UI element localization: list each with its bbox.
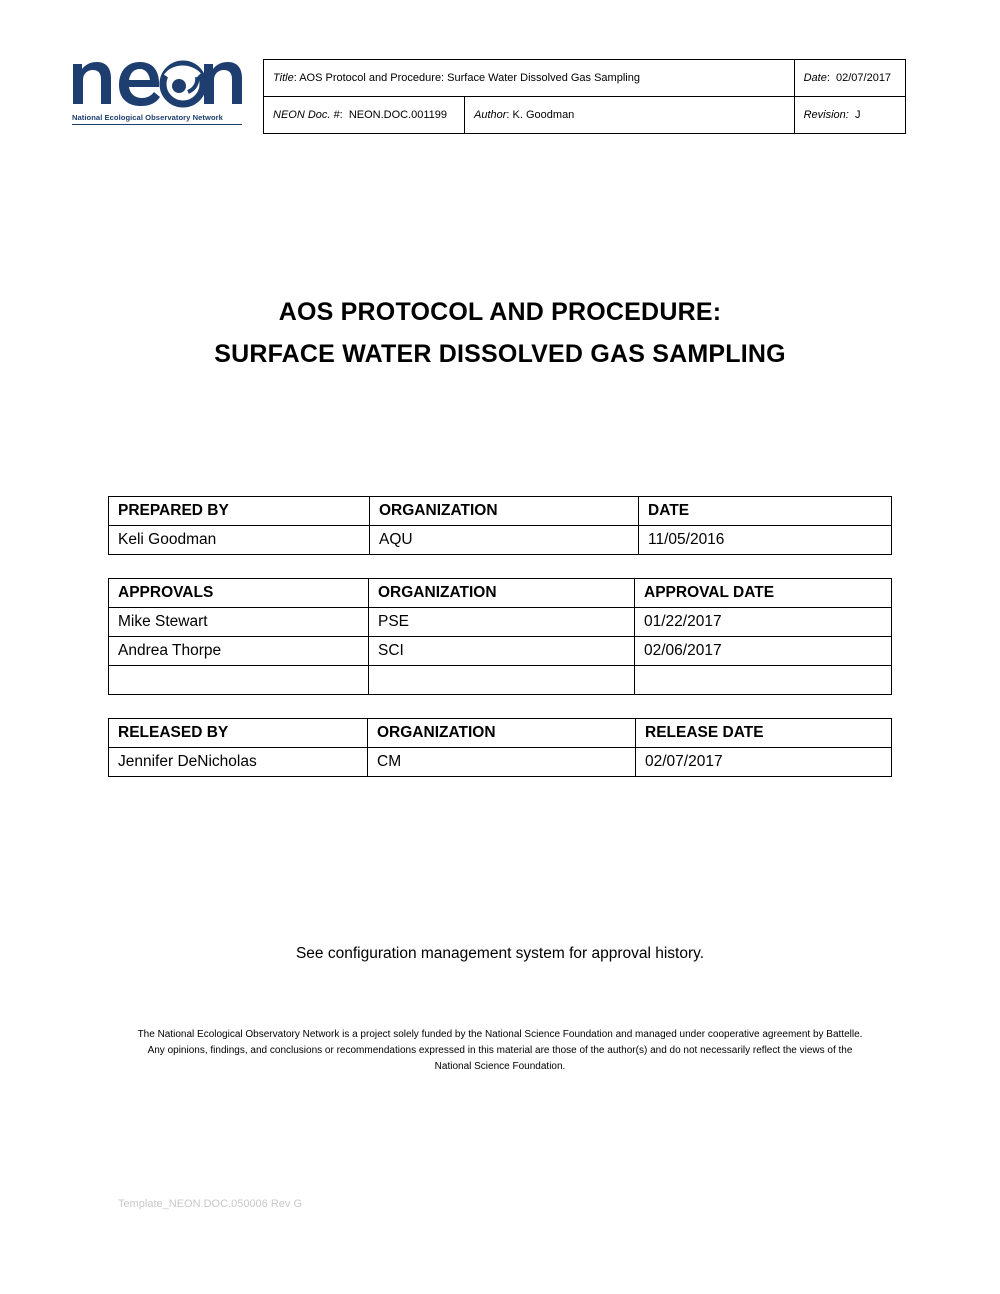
date-cell: 02/07/2017 [636, 748, 892, 777]
approvals-table [108, 578, 892, 695]
organization-cell: SCI [369, 637, 635, 666]
table-row [109, 666, 892, 695]
date-cell [635, 666, 892, 695]
table-row [109, 637, 892, 666]
header-cell: DATE [639, 497, 892, 526]
doc-label: NEON Doc. # [273, 109, 340, 121]
logo-rule [72, 124, 242, 125]
organization-cell: PSE [369, 608, 635, 637]
table-row [109, 526, 892, 555]
neon-logo-mark [70, 56, 244, 112]
author-value: K. Goodman [512, 109, 575, 121]
config-note: See configuration management system for approval history. [295, 945, 705, 962]
organization-cell: AQU [370, 526, 639, 555]
name-cell: Andrea Thorpe [109, 637, 369, 666]
name-cell: Mike Stewart [109, 608, 369, 637]
header-cell: RELEASED BY [109, 719, 368, 748]
header-cell: ORGANIZATION [368, 719, 636, 748]
header-title-cell: Title: AOS Protocol and Procedure: Surface Water Dissolved Gas Sampling [264, 60, 795, 97]
revision-value: J [854, 109, 861, 121]
doc-value: NEON.DOC.001199 [348, 109, 448, 121]
table-header-row [109, 579, 892, 608]
revision-label: Revision: [803, 109, 849, 121]
name-cell: Keli Goodman [109, 526, 370, 555]
name-cell [109, 666, 369, 695]
document-title-line1: AOS PROTOCOL AND PROCEDURE: [278, 298, 722, 326]
header-cell: APPROVAL DATE [635, 579, 892, 608]
disclaimer-line: National Science Foundation. [434, 1061, 566, 1072]
date-cell: 02/06/2017 [635, 637, 892, 666]
title-label: Title [273, 72, 294, 84]
header-cell: ORGANIZATION [369, 579, 635, 608]
table-header-row [109, 719, 892, 748]
header-author-cell: Author: K. Goodman [465, 97, 795, 134]
date-value: 02/07/2017 [836, 72, 892, 84]
header-cell: RELEASE DATE [636, 719, 892, 748]
prepared-table [108, 496, 892, 555]
disclaimer-line: The National Ecological Observatory Network is a project solely funded by the National Science Foundation and managed under cooperative agreement by Battelle. [137, 1029, 863, 1040]
header-cell: ORGANIZATION [370, 497, 639, 526]
disclaimer-line: Any opinions, findings, and conclusions or recommendations expressed in this material are those of the author(s) and do not necessarily reflect the views of the [147, 1045, 853, 1056]
date-cell: 01/22/2017 [635, 608, 892, 637]
header-row-title [264, 60, 906, 97]
table-header-row [109, 497, 892, 526]
neon-logo [70, 56, 244, 128]
organization-cell [369, 666, 635, 695]
document-title-line2: SURFACE WATER DISSOLVED GAS SAMPLING [214, 340, 786, 368]
header-date-cell: Date: 02/07/2017 [794, 60, 905, 97]
author-label: Author [474, 109, 507, 121]
organization-cell: CM [368, 748, 636, 777]
date-label: Date [803, 72, 827, 84]
date-cell: 11/05/2016 [639, 526, 892, 555]
released-table [108, 718, 892, 777]
header-cell: APPROVALS [109, 579, 369, 608]
header-doc-cell: NEON Doc. #: NEON.DOC.001199 [264, 97, 465, 134]
template-id: Template_NEON.DOC.050006 Rev G [118, 1198, 303, 1210]
name-cell: Jennifer DeNicholas [109, 748, 368, 777]
header-row-doc [264, 97, 906, 134]
title-value: AOS Protocol and Procedure: Surface Water Dissolved Gas Sampling [299, 72, 640, 84]
table-row [109, 608, 892, 637]
logo-caption: National Ecological Observatory Network [72, 113, 223, 122]
header-table [263, 59, 906, 134]
header-cell: PREPARED BY [109, 497, 370, 526]
disclaimer [110, 1027, 890, 1075]
table-row [109, 748, 892, 777]
header-revision-cell [794, 97, 905, 134]
